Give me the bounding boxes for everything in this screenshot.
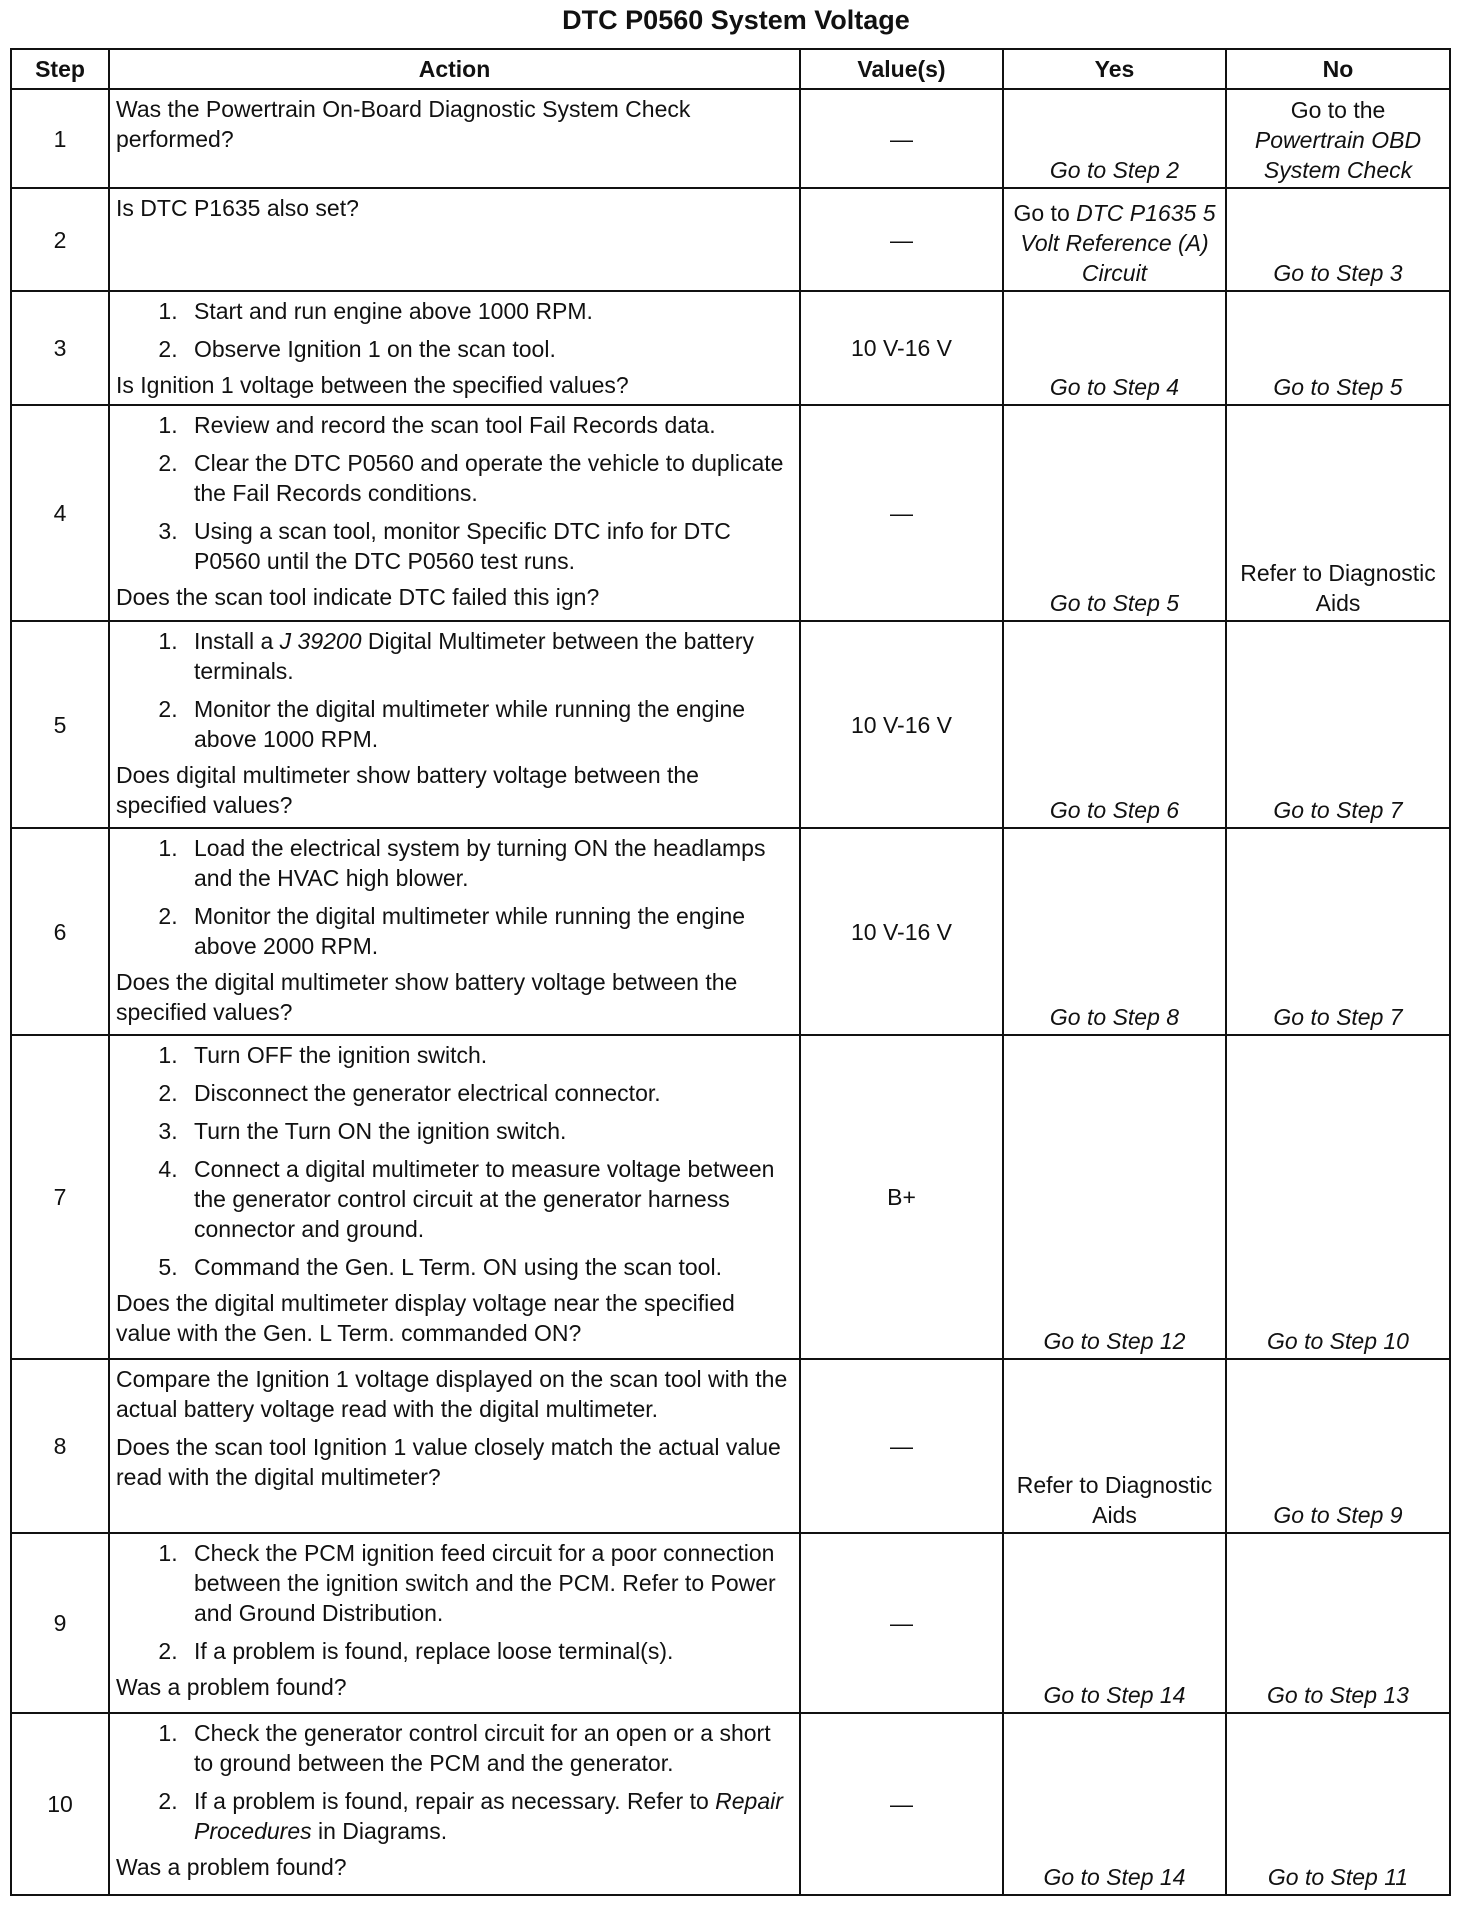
action-question: Was a problem found? [116, 1674, 347, 1700]
yes-cell: Go to Step 8 [1003, 828, 1226, 1035]
action-item: 3. Using a scan tool, monitor Specific DTC info for DTC P0560 until the DTC P0560 test runs. [184, 516, 793, 576]
page-title: DTC P0560 System Voltage [562, 5, 910, 35]
action-item-text: If a problem is found, repair as necessary. Refer to [194, 1788, 709, 1814]
no-cell: Go to Step 10 [1226, 1035, 1450, 1359]
step-number: 6 [11, 828, 109, 1035]
yes-cell: Go to Step 12 [1003, 1035, 1226, 1359]
action-item: 5. Command the Gen. L Term. ON using the scan tool. [184, 1252, 793, 1282]
table-row-step-2 [11, 188, 1450, 291]
action-list [116, 1040, 793, 1282]
action-item: 2. If a problem is found, replace loose terminal(s). [184, 1636, 793, 1666]
action-cell [109, 1713, 800, 1895]
action-item-text: Digital Multimeter between the battery terminals. [194, 628, 754, 684]
action-cell [109, 291, 800, 405]
action-cell [109, 405, 800, 621]
action-list [116, 833, 793, 961]
table-row-step-7 [11, 1035, 1450, 1359]
value-cell: — [800, 1533, 1003, 1713]
action-question: Was a problem found? [116, 1854, 347, 1880]
action-question: Does the digital multimeter show battery voltage between the specified values? [116, 969, 738, 1025]
value-cell: — [800, 188, 1003, 291]
value-cell: — [800, 1359, 1003, 1533]
header-no: No [1226, 49, 1450, 89]
action-item: 3. Turn the Turn ON the ignition switch. [184, 1116, 793, 1146]
step-number: 2 [11, 188, 109, 291]
header-values: Value(s) [800, 49, 1003, 89]
step-number: 10 [11, 1713, 109, 1895]
action-list [116, 410, 793, 576]
action-text: Compare the Ignition 1 voltage displayed on the scan tool with the actual battery voltage read with the digital multimeter. [116, 1366, 788, 1422]
no-cell: Go to Step 11 [1226, 1713, 1450, 1895]
step-number: 1 [11, 89, 109, 188]
diagnostic-table [10, 48, 1451, 1896]
table-row-step-9 [11, 1533, 1450, 1713]
table-row-step-6 [11, 828, 1450, 1035]
header-yes: Yes [1003, 49, 1226, 89]
no-cell: Go to Step 7 [1226, 828, 1450, 1035]
action-item [184, 1786, 793, 1846]
table-row-step-3 [11, 291, 1450, 405]
action-cell [109, 1035, 800, 1359]
action-item: 1. Check the PCM ignition feed circuit for a poor connection between the ignition switch and the PCM. Refer to Power and Ground Distribution. [184, 1538, 793, 1628]
action-item: 2. Disconnect the generator electrical connector. [184, 1078, 793, 1108]
yes-cell: Go to Step 14 [1003, 1533, 1226, 1713]
value-cell: 10 V-16 V [800, 291, 1003, 405]
action-item: 2. Observe Ignition 1 on the scan tool. [184, 334, 793, 364]
action-item: 1. Turn OFF the ignition switch. [184, 1040, 793, 1070]
action-item: 1. Load the electrical system by turning ON the headlamps and the HVAC high blower. [184, 833, 793, 893]
value-cell: — [800, 89, 1003, 188]
no-reference: Powertrain OBD System Check [1254, 127, 1422, 183]
step-number: 4 [11, 405, 109, 621]
yes-cell: Go to Step 5 [1003, 405, 1226, 621]
action-list [116, 1718, 793, 1846]
action-item: 2. Clear the DTC P0560 and operate the vehicle to duplicate the Fail Records conditions. [184, 448, 793, 508]
value-cell: 10 V-16 V [800, 621, 1003, 828]
value-cell: 10 V-16 V [800, 828, 1003, 1035]
action-item: 1. Check the generator control circuit for an open or a short to ground between the PCM and the generator. [184, 1718, 793, 1778]
action-item: 2. Monitor the digital multimeter while running the engine above 2000 RPM. [184, 901, 793, 961]
action-item: 1. Start and run engine above 1000 RPM. [184, 296, 793, 326]
yes-cell: Refer to Diagnostic Aids [1003, 1359, 1226, 1533]
yes-reference: DTC P1635 5 Volt Reference (A) Circuit [1020, 200, 1216, 286]
no-cell: Go to Step 3 [1226, 188, 1450, 291]
yes-cell: Go to Step 6 [1003, 621, 1226, 828]
action-question: Is Ignition 1 voltage between the specified values? [116, 372, 629, 398]
no-cell: Go to Step 5 [1226, 291, 1450, 405]
yes-cell: Go to Step 2 [1003, 89, 1226, 188]
procedure-reference: Repair Procedures [194, 1788, 783, 1844]
value-cell: — [800, 405, 1003, 621]
header-action: Action [109, 49, 800, 89]
no-cell [1226, 89, 1450, 188]
action-question: Does digital multimeter show battery voltage between the specified values? [116, 762, 699, 818]
action-item: 4. Connect a digital multimeter to measure voltage between the generator control circuit at the generator harness connector and ground. [184, 1154, 793, 1244]
yes-text: Go to [1013, 200, 1070, 226]
action-cell [109, 89, 800, 188]
yes-cell: Go to Step 14 [1003, 1713, 1226, 1895]
no-cell: Go to Step 7 [1226, 621, 1450, 828]
table-row-step-10 [11, 1713, 1450, 1895]
no-cell: Refer to Diagnostic Aids [1226, 405, 1450, 621]
action-item: 1. Review and record the scan tool Fail Records data. [184, 410, 793, 440]
action-item-text: Install a [194, 628, 274, 654]
action-list [116, 1538, 793, 1666]
action-cell [109, 188, 800, 291]
action-text: Was the Powertrain On-Board Diagnostic System Check performed? [116, 96, 691, 152]
table-row-step-5 [11, 621, 1450, 828]
step-number: 9 [11, 1533, 109, 1713]
step-number: 5 [11, 621, 109, 828]
step-number: 8 [11, 1359, 109, 1533]
action-cell [109, 828, 800, 1035]
action-question: Does the scan tool Ignition 1 value closely match the actual value read with the digital multimeter? [116, 1434, 781, 1490]
action-question: Does the scan tool indicate DTC failed this ign? [116, 584, 600, 610]
table-row-step-8 [11, 1359, 1450, 1533]
step-number: 7 [11, 1035, 109, 1359]
action-cell [109, 1359, 800, 1533]
header-step: Step [11, 49, 109, 89]
action-list [116, 296, 793, 364]
yes-cell: Go to Step 4 [1003, 291, 1226, 405]
action-cell [109, 621, 800, 828]
action-item: 2. Monitor the digital multimeter while running the engine above 1000 RPM. [184, 694, 793, 754]
table-row-step-4 [11, 405, 1450, 621]
no-text: Go to the [1290, 97, 1386, 123]
tool-reference: J 39200 [279, 628, 362, 654]
value-cell: B+ [800, 1035, 1003, 1359]
action-cell [109, 1533, 800, 1713]
table-header-row [11, 49, 1450, 89]
step-number: 3 [11, 291, 109, 405]
action-list [116, 626, 793, 754]
table-row-step-1 [11, 89, 1450, 188]
action-item-text: in Diagrams. [318, 1818, 448, 1844]
action-text: Is DTC P1635 also set? [116, 195, 359, 221]
yes-cell [1003, 188, 1226, 291]
no-cell: Go to Step 13 [1226, 1533, 1450, 1713]
action-question: Does the digital multimeter display voltage near the specified value with the Gen. L Term. commanded ON? [116, 1290, 735, 1346]
action-item [184, 626, 793, 686]
no-cell: Go to Step 9 [1226, 1359, 1450, 1533]
value-cell: — [800, 1713, 1003, 1895]
